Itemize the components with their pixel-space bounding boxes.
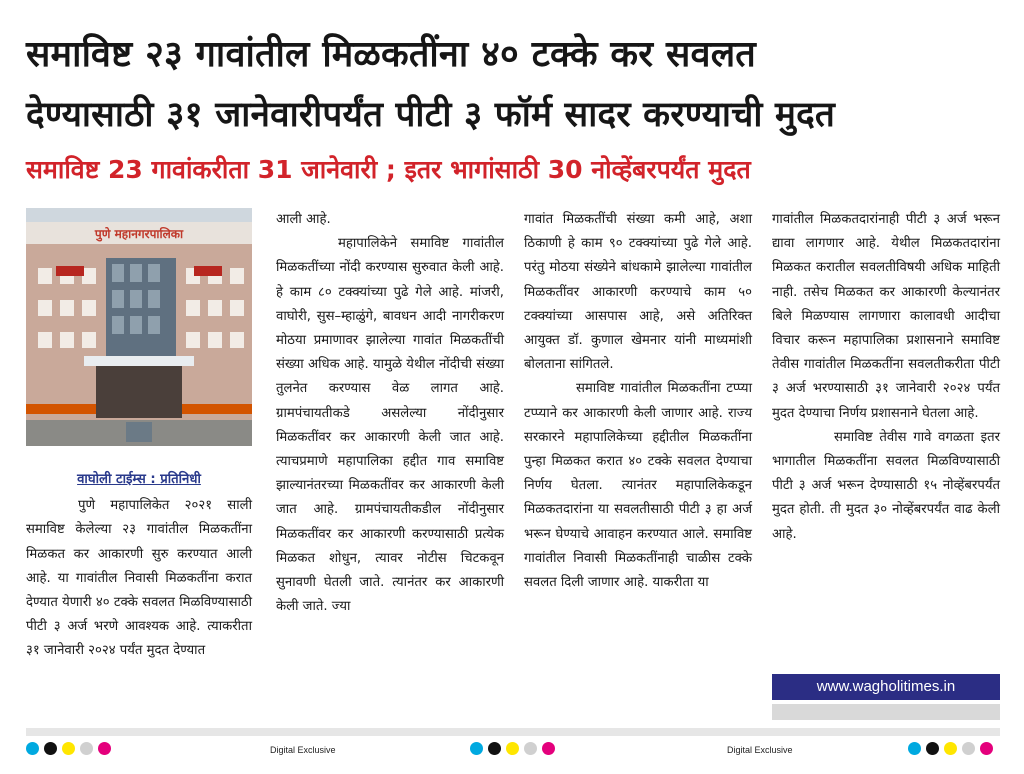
registration-marks-right [908, 742, 993, 755]
subheadline: समाविष्ट 23 गावांकरीता 31 जानेवारी ; इतर भागांसाठी 30 नोव्हेंबरपर्यंत मुदत [26, 155, 751, 184]
grey-dot [80, 742, 93, 755]
article-column-1 [26, 468, 252, 664]
website-banner: www.wagholitimes.in [772, 674, 1000, 700]
paragraph: गावांत मिळकतींची संख्या कमी आहे, अशा ठिकाणी हे काम ९० टक्क्यांच्या पुढे गेले आहे. परंतु मोठया संख्येने बांधकामे झालेल्या गावांतील मिळकतींवर आकारणी करण्याचे काम ५० टक्क्यांच्या आसपास आहे, असे अतिरिक्त आयुक्त डॉ. कुणाल खेमनार यांनी माध्यमांशी बोलताना सांगितले. [524, 212, 752, 373]
magenta-dot [980, 742, 993, 755]
grey-band [772, 704, 1000, 720]
cyan-dot [908, 742, 921, 755]
yellow-dot [62, 742, 75, 755]
headline-line-2: देण्यासाठी ३१ जानेवारीपर्यंत पीटी ३ फॉर्म सादर करण्याची मुदत [26, 95, 836, 135]
byline: वाघोली टाईम्स : प्रतिनिधी [77, 472, 201, 487]
black-dot [488, 742, 501, 755]
pmc-building-illustration [26, 208, 252, 446]
yellow-dot [506, 742, 519, 755]
grey-dot [524, 742, 537, 755]
footer-rule [26, 728, 1000, 736]
paragraph: समाविष्ट गावांतील मिळकतींना टप्प्या टप्प्याने कर आकारणी केली जाणार आहे. राज्य सरकारने महापालिकेच्या हद्दीतील मिळकतींना पुन्हा मिळकत करात ४० टक्के सवलत देण्याचा निर्णय घेतला. त्यानंतर महापालिकेकडून मिळकतदारांना या सवलतीसाठी पीटी ३ हा अर्ज भरून घेण्याचे आवाहन करण्यात आले. समाविष्ट गावांतील निवासी मिळकतींनाही चाळीस टक्के सवलत दिली जाणार आहे. याकरीता या [524, 381, 752, 591]
black-dot [44, 742, 57, 755]
building-photo [26, 208, 252, 446]
cyan-dot [26, 742, 39, 755]
cyan-dot [470, 742, 483, 755]
building-sign-text: पुणे महानगरपालिका [94, 227, 184, 241]
article-column-3 [524, 208, 752, 595]
paragraph: आली आहे. [276, 212, 331, 227]
paragraph: गावांतील मिळकतदारांनाही पीटी ३ अर्ज भरून द्यावा लागणार आहे. येथील मिळकतदारांना मिळकत करातील सवलतीविषयी अधिक माहिती नाही. तसेच मिळकत कर आकारणी केल्यानंतर बिले मिळण्यास लागणारा कालावधी आदीचा विचार करून महापालिका प्रशासनाने समाविष्ट तेवीस गावांतील मिळकतींना सवलतीकरीता पीटी ३ अर्ज भरण्यासाठी ३१ जानेवारी २०२४ पर्यंत मुदत देण्याचा निर्णय प्रशासनाने घेतला आहे. [772, 212, 1000, 421]
article-column-2 [276, 208, 504, 619]
magenta-dot [98, 742, 111, 755]
paragraph: महापालिकेने समाविष्ट गावांतील मिळकतींच्या नोंदी करण्यास सुरुवात केली आहे. हे काम ८० टक्क्यांच्या पुढे गेले आहे. मांजरी, वाघोरी, सुस–म्हाळुंगे, बावधन आदी नागरीकरण मोठया प्रमाणावर झालेल्या गावांत मिळकतींची संख्या अधिक आहे. यामुळे येथील नोंदीची संख्या तुलनेत करण्यास वेळ लागत आहे. ग्रामपंचायतीकडे असलेल्या नोंदीनुसार मिळकतींवर कर आकारणी केली जात आहे. त्याचप्रमाणे महापालिका हद्दीत गाव समाविष्ट झाल्यानंतरच्या मिळकतींवर कर आकारणी केली जात आहे. ग्रामपंचायतीकडील नोंदीनुसार मिळकतींवर कर आकारणी करण्यासाठी प्रत्येक मिळकत शोधुन, त्यावर नोटीस चिटकवून सुनावणी घेतली जाते. त्यानंतर कर आकारणी केली जाते. ज्या [276, 236, 504, 615]
footer-label-left: Digital Exclusive [270, 745, 336, 755]
paragraph: समाविष्ट तेवीस गावे वगळता इतर भागातील मिळकतींना सवलत मिळविण्यासाठी पीटी ३ अर्ज भरून देण्यासाठी १५ नोव्हेंबरपर्यंत मुदत होती. ती मुदत ३० नोव्हेंबरपर्यंत वाढ केली आहे. [772, 429, 1000, 542]
registration-marks-center [470, 742, 555, 755]
footer-label-right: Digital Exclusive [727, 745, 793, 755]
magenta-dot [542, 742, 555, 755]
registration-marks-left [26, 742, 111, 755]
headline-line-1: समाविष्ट २३ गावांतील मिळकतींना ४० टक्के कर सवलत [26, 34, 757, 75]
article-column-4 [772, 208, 1000, 547]
black-dot [926, 742, 939, 755]
yellow-dot [944, 742, 957, 755]
grey-dot [962, 742, 975, 755]
paragraph: पुणे महापालिकेत २०२१ साली समाविष्ट केलेल्या २३ गावांतील मिळकतींना मिळकत कर आकारणी सुरु करण्यात आली आहे. या गावांतील निवासी मिळकतींना करात देण्यात येणारी ४० टक्के सवलत मिळविण्यासाठी पीटी ३ अर्ज भरणे आवश्यक आहे. त्याकरीता ३१ जानेवारी २०२४ पर्यंत मुदत देण्यात [26, 498, 252, 659]
